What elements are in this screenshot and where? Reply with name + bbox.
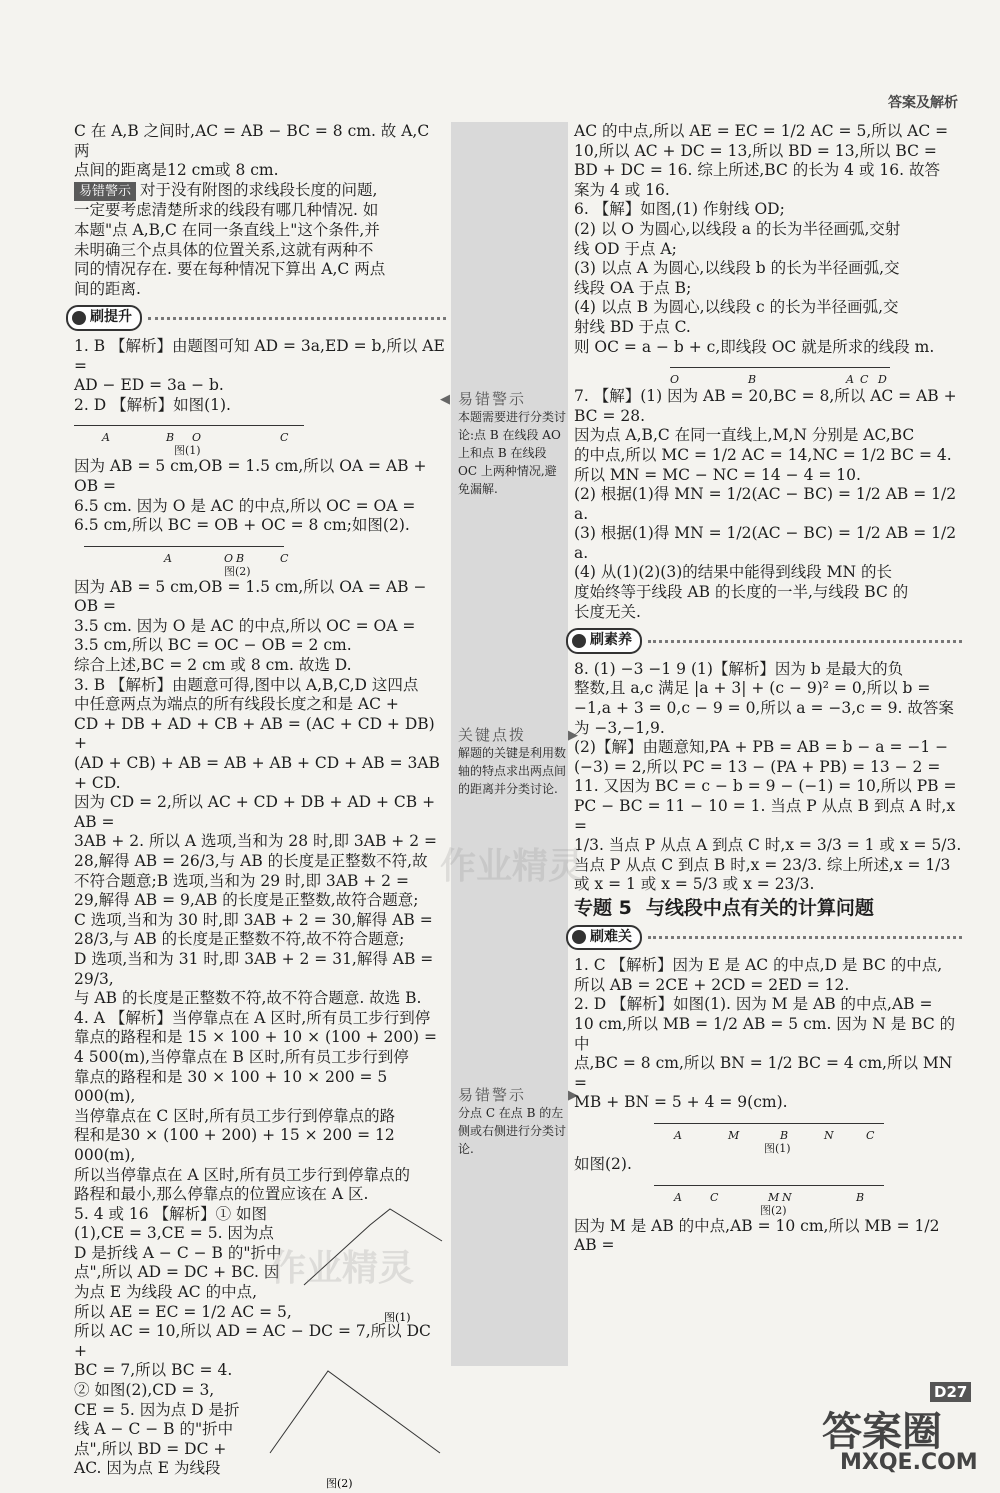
text-line: 7. 【解】(1) 因为 AB = 20,BC = 8,所以 AC = AB + BC = 28. [574, 387, 957, 425]
text-line: 同的情况存在. 要在每种情况下算出 A,C 两点 [74, 260, 386, 279]
point-label: A [846, 373, 854, 387]
text-line: 6. 【解】如图,(1) 作射线 OD; [574, 200, 785, 219]
pencil-icon [572, 930, 586, 944]
text-line: 11. 又因为 BC = c − b = 9 − (−1) = 10,所以 PB = [574, 777, 957, 796]
text-line: (2) 以 O 为圆心,以线段 a 的长为半径画弧,交射 [574, 219, 901, 238]
text-line: 4 500(m),当停靠点在 B 区时,所有员工步行到停 [74, 1047, 409, 1066]
figure-caption: 图(1) [764, 1141, 791, 1155]
text-line: 度始终等于线段 AB 的长度的一半,与线段 BC 的 [574, 583, 909, 602]
note-title: 易错警示 [458, 390, 527, 408]
text-line: 未明确三个点具体的位置关系,这就有两种不 [74, 240, 374, 259]
point-label: B [236, 551, 245, 565]
dotted-rule [648, 640, 962, 643]
text-line: 10,所以 AC + DC = 13,所以 BD = 13,所以 BC = [574, 141, 937, 160]
text-line: 因为 M 是 AB 的中点,AB = 10 cm,所以 MB = 1/2 AB = [574, 1216, 940, 1255]
text-line: 4. A 【解析】当停靠点在 A 区时,所有员工步行到停 [74, 1008, 431, 1027]
section-heading [566, 925, 962, 951]
text-line: 为 −3,−1,9. [574, 718, 665, 737]
text-line: 3AB + 2. 所以 A 选项,当和为 28 时,即 3AB + 2 = [74, 832, 437, 851]
topic-number: 专题 5 [574, 896, 632, 919]
text-line: 1. B 【解析】由题图可知 AD = 3a,ED = b,所以 AE = [74, 336, 445, 375]
text-line: 所以 AB = 2CE + 2CD = 2ED = 12. [574, 975, 850, 994]
pencil-icon [572, 634, 586, 648]
text-line: 当停靠点在 C 区时,所有员工步行到停靠点的路 [74, 1106, 396, 1125]
note-title: 关键点拨 [458, 726, 527, 744]
section-label: 刷素养 [590, 632, 632, 649]
figure-r1 [654, 1115, 884, 1153]
figure-r2 [654, 1177, 884, 1215]
text-line: 因为点 A,B,C 在同一直线上,M,N 分别是 AC,BC [574, 426, 915, 445]
arrow-right-icon: ▶ [568, 1088, 578, 1103]
text-line: 如图(2). [574, 1154, 632, 1173]
text-line: 1. C 【解析】因为 E 是 AC 的中点,D 是 BC 的中点, [574, 956, 943, 975]
margin-note-2 [458, 726, 578, 798]
text-line: 间的距离. [74, 279, 141, 298]
text-line: 线 A − C − B 的"折中 [74, 1420, 234, 1439]
section-label: 刷难关 [590, 928, 632, 945]
running-header: 答案及解析 [888, 95, 958, 111]
arrow-right-icon: ▶ [568, 728, 578, 743]
point-label: A [674, 1128, 682, 1142]
text-line: 8. (1) −3 −1 9 (1)【解析】因为 b 是最大的负 [574, 659, 904, 678]
figure-caption: 图(1) [384, 1310, 411, 1324]
text-line: 对于没有附图的求线段长度的问题, [140, 180, 378, 199]
text-line: (4) 以点 B 为圆心,以线段 c 的长为半径画弧,交 [574, 298, 899, 317]
section-label: 刷提升 [90, 309, 132, 326]
text-line: BD + DC = 16. 综上所述,BC 的长为 4 或 16. 故答 [574, 161, 940, 180]
point-label: N [824, 1128, 834, 1142]
point-label: M [768, 1190, 780, 1204]
text-line: 靠点的路程和是 15 × 100 + 10 × (100 + 200) = [74, 1028, 438, 1047]
text-line: 所以当停靠点在 A 区时,所有员工步行到停靠点的 [74, 1165, 410, 1184]
text-line: 本题"点 A,B,C 在同一条直线上"这个条件,并 [74, 220, 380, 239]
text-line: 与 AB 的长度是正整数不符,故不符合题意. 故选 B. [74, 989, 422, 1008]
text-line: AC 的中点,所以 AE = EC = 1/2 AC = 5,所以 AC = [574, 122, 949, 140]
text-line: 3. B 【解析】由题意可得,图中以 A,B,C,D 这四点 [74, 675, 419, 694]
point-label: B [780, 1128, 789, 1142]
text-line: 为点 E 为线段 AC 的中点, [74, 1283, 258, 1302]
text-line: 中任意两点为端点的所有线段长度之和是 AC + [74, 695, 399, 714]
text-line: (AD + CB) + AB = AB + AB + CD + AB = 3AB + CD. [74, 754, 440, 792]
text-line: 因为 AB = 5 cm,OB = 1.5 cm,所以 OA = AB − OB = [74, 577, 427, 616]
text-line: 程和是30 × (100 + 200) + 15 × 200 = 12 000(m), [74, 1126, 395, 1164]
section-heading [566, 628, 962, 654]
text-line: 5. 4 或 16 【解析】① 如图 [74, 1204, 268, 1223]
text-line: 一定要考虑清楚所求的线段有哪几种情况. 如 [74, 201, 379, 220]
figure-caption: 图(2) [326, 1476, 353, 1490]
text-line: 当点 P 从点 C 到点 B 时,x = 23/3. 综上所述,x = 1/3 [574, 855, 951, 874]
figure-6 [670, 359, 890, 385]
text-line: AC. 因为点 E 为线段 [74, 1459, 221, 1478]
text-line: 3.5 cm. 因为 O 是 AC 的中点,所以 OC = OA = [74, 616, 416, 635]
point-label: D [878, 373, 887, 387]
note-title: 易错警示 [458, 1086, 527, 1104]
point-label: C [710, 1190, 719, 1204]
text-line: 靠点的路程和是 30 × 100 + 10 × 200 = 5 000(m), [74, 1067, 388, 1106]
text-line: 1/3. 当点 P 从点 A 到点 C 时,x = 3/3 = 1 或 x = 5/3. [574, 836, 962, 855]
point-label: A [164, 551, 172, 565]
text-line: 所以 MN = MC − NC = 14 − 4 = 10. [574, 465, 861, 484]
text-line: 不符合题意;B 选项,当和为 29 时,即 3AB + 2 = [74, 871, 409, 890]
text-line: 29,解得 AB = 9,AB 的长度是正整数,故符合题意; [74, 891, 419, 910]
figure-1 [74, 417, 304, 458]
text-line: 则 OC = a − b + c,即线段 OC 就是所求的线段 m. [574, 337, 935, 356]
margin-note-1 [440, 390, 567, 498]
warning-tag: 易错警示 [74, 182, 136, 202]
text-line: 综合上述,BC = 2 cm 或 8 cm. 故选 D. [74, 656, 352, 675]
text-line: D 选项,当和为 31 时,即 3AB + 2 = 31,解得 AB = 29/3, [74, 949, 434, 988]
point-label: O [192, 431, 202, 445]
pencil-icon [72, 311, 86, 325]
section-badge [66, 305, 142, 331]
text-line: 3.5 cm,所以 BC = OC − OB = 2 cm. [74, 636, 352, 655]
segment-line [654, 1123, 884, 1124]
point-label: B [856, 1190, 865, 1204]
text-line: 2. D 【解析】如图(1). 因为 M 是 AB 的中点,AB = [574, 995, 933, 1014]
figure-2 [84, 538, 289, 578]
segment-line [654, 1185, 884, 1186]
section-badge [566, 628, 642, 654]
page-number: D27 [930, 1382, 971, 1402]
watermark: 作业精灵 [440, 846, 585, 887]
text-line: 或 x = 1 或 x = 5/3 或 x = 23/3. [574, 875, 815, 894]
point-label: N [782, 1190, 792, 1204]
text-line: 整数,且 a,c 满足 |a + 3| + (c − 9)² = 0,所以 b = [574, 679, 931, 698]
text-line: AD − ED = 3a − b. [74, 376, 224, 395]
section-heading [66, 305, 446, 331]
text-line: CD + DB + AD + CB + AB = (AC + CD + DB) + [74, 714, 435, 753]
text-line: PC − BC = 11 − 10 = 1. 当点 P 从点 B 到点 A 时,x = [574, 797, 956, 835]
text-line: 所以 AE = EC = 1/2 AC = 5, [74, 1302, 292, 1321]
segment-line [84, 546, 284, 547]
text-line: C 在 A,B 之间时,AC = AB − BC = 8 cm. 故 A,C 两 [74, 122, 430, 160]
dotted-rule [148, 317, 446, 320]
point-label: B [166, 431, 175, 445]
text-line: 因为 CD = 2,所以 AC + CD + DB + AD + CB + AB = [74, 793, 436, 831]
text-line: BC = 7,所以 BC = 4. [74, 1361, 233, 1380]
text-line: (1),CE = 3,CE = 5. 因为点 [74, 1224, 274, 1243]
figure-5-2 [264, 1363, 454, 1493]
figure-caption: 图(2) [224, 564, 251, 578]
point-label: O [670, 373, 680, 387]
note-text: 分点 C 在点 B 的左侧或右侧进行分类讨论. [458, 1106, 567, 1156]
arrow-left-icon: ◀ [440, 392, 450, 407]
point-label: B [748, 373, 757, 387]
text-line: 所以 AC = 10,所以 AD = AC − DC = 7,所以 DC + [74, 1322, 431, 1360]
text-line: 射线 BD 于点 C. [574, 317, 691, 336]
text-line: MB + BN = 5 + 4 = 9(cm). [574, 1093, 788, 1112]
text-line: 路程和最小,那么停靠点的位置应该在 A 区. [74, 1185, 369, 1204]
watermark: 作业精灵 [270, 1248, 415, 1289]
point-label: M [728, 1128, 740, 1142]
topic-title: 与线段中点有关的计算问题 [645, 896, 874, 919]
segment-line [74, 425, 304, 426]
text-line: 线段 OA 于点 B; [574, 278, 692, 297]
text-line: 6.5 cm,所以 BC = OB + OC = 8 cm;如图(2). [74, 516, 410, 535]
text-line: D 是折线 A − C − B 的"折中 [74, 1243, 282, 1262]
text-line: C 选项,当和为 30 时,即 3AB + 2 = 30,解得 AB = [74, 910, 433, 929]
margin-note-3 [458, 1086, 578, 1158]
text-line: (4) 从(1)(2)(3)的结果中能得到线段 MN 的长 [574, 563, 893, 582]
point-label: A [102, 431, 110, 445]
section-badge [566, 925, 642, 951]
text-line: 线 OD 于点 A; [574, 239, 677, 258]
right-column [574, 122, 962, 1256]
text-line: 10 cm,所以 MB = 1/2 AB = 5 cm. 因为 N 是 BC 的中 [574, 1014, 956, 1053]
note-text: 解题的关键是利用数轴的特点求出两点间的距离并分类讨论. [458, 746, 567, 796]
text-line: 6.5 cm. 因为 O 是 AC 的中点,所以 OC = OA = [74, 496, 416, 515]
point-label: C [280, 551, 289, 565]
brand-site: MXQE.COM [840, 1450, 978, 1475]
brand-logo: 答案圈 [822, 1409, 942, 1455]
dotted-rule [648, 936, 962, 939]
point-label: A [674, 1190, 682, 1204]
text-line: (−3) = 2,所以 PC = 13 − (PA + PB) = 13 − 2 = [574, 757, 941, 776]
text-line: 点",所以 AD = DC + BC. 因 [74, 1263, 280, 1282]
text-line: 28,解得 AB = 26/3,与 AB 的长度是正整数不符,故 [74, 852, 428, 870]
text-line: (3) 以点 A 为圆心,以线段 b 的长为半径画弧,交 [574, 259, 900, 278]
figure-caption: 图(2) [760, 1203, 787, 1217]
text-line: 点,BC = 8 cm,所以 BN = 1/2 BC = 4 cm,所以 MN = [574, 1054, 953, 1092]
text-line: −1,a + 3 = 0,c − 9 = 0,所以 a = −3,c = 9. 故答案 [574, 699, 954, 718]
topic-heading [574, 896, 962, 919]
text-line: (2)【解】由题意知,PA + PB = AB = b − a = −1 − [574, 738, 949, 757]
text-line: (2) 根据(1)得 MN = 1/2(AC − BC) = 1/2 AB = 1/2 a. [574, 485, 957, 523]
ray-line [670, 367, 890, 368]
note-text: 本题需要进行分类讨论:点 B 在线段 AO 上和点 B 在线段 OC 上两种情况,避免漏解. [458, 410, 567, 496]
point-label: C [860, 373, 869, 387]
point-label: C [280, 431, 289, 445]
point-label: O [224, 551, 234, 565]
text-line: 28/3,与 AB 的长度是正整数不符,故不符合题意; [74, 930, 405, 949]
text-line: 2. D 【解析】如图(1). [74, 395, 231, 414]
text-line: 长度无关. [574, 602, 641, 621]
text-line: ② 如图(2),CD = 3, [74, 1381, 215, 1400]
text-line: CE = 5. 因为点 D 是折 [74, 1400, 240, 1419]
text-line: 点间的距离是12 cm或 8 cm. [74, 161, 279, 180]
text-line: 的中点,所以 MC = 1/2 AC = 14,NC = 1/2 BC = 4. [574, 445, 952, 464]
figure-caption: 图(1) [174, 444, 201, 458]
text-line: 案为 4 或 16. [574, 180, 670, 199]
text-line: 因为 AB = 5 cm,OB = 1.5 cm,所以 OA = AB + OB = [74, 457, 427, 495]
text-line: (3) 根据(1)得 MN = 1/2(AC − BC) = 1/2 AB = 1/2 a. [574, 524, 957, 562]
text-line: 点",所以 BD = DC + [74, 1439, 227, 1458]
warning-line [74, 181, 446, 202]
point-label: C [866, 1128, 875, 1142]
